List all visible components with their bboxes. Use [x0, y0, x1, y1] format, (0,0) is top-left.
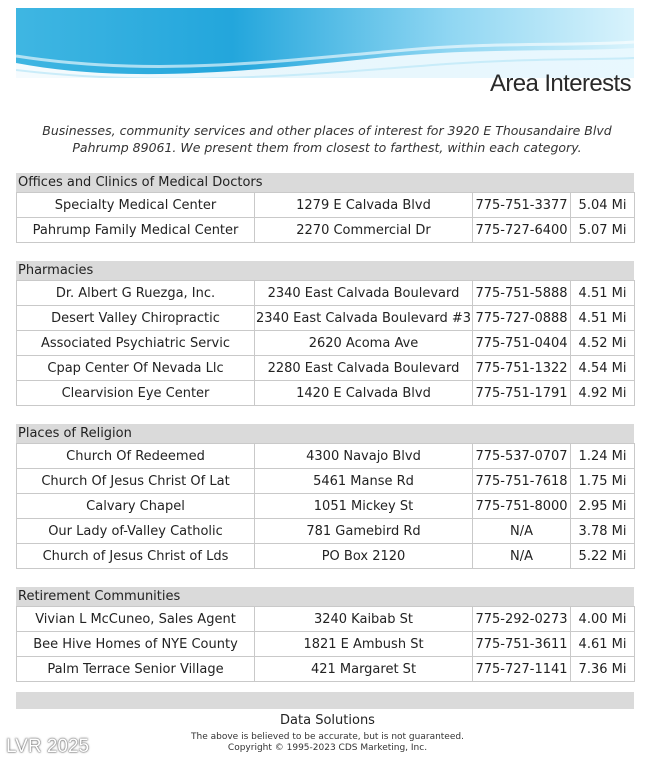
place-phone: 775-537-0707	[473, 444, 571, 469]
place-distance: 5.04 Mi	[571, 193, 635, 218]
place-phone: 775-751-7618	[473, 469, 571, 494]
footer-disclaimer: The above is believed to be accurate, but is not guaranteed.	[191, 732, 464, 742]
section-table	[16, 606, 635, 682]
place-name: Pahrump Family Medical Center	[17, 218, 255, 243]
table-row	[17, 281, 635, 306]
place-name: Associated Psychiatric Servic	[17, 331, 255, 356]
place-address: 4300 Navajo Blvd	[255, 444, 473, 469]
place-address: 1051 Mickey St	[255, 494, 473, 519]
place-address: PO Box 2120	[255, 544, 473, 569]
place-address: 2620 Acoma Ave	[255, 331, 473, 356]
table-row	[17, 356, 635, 381]
table-row	[17, 306, 635, 331]
place-address: 3240 Kaibab St	[255, 607, 473, 632]
watermark: LVR 2025	[6, 736, 90, 757]
banner-wave-graphic	[16, 8, 634, 78]
place-phone: 775-292-0273	[473, 607, 571, 632]
section-table	[16, 280, 635, 406]
place-distance: 2.95 Mi	[571, 494, 635, 519]
place-address: 1821 E Ambush St	[255, 632, 473, 657]
place-distance: 4.92 Mi	[571, 381, 635, 406]
place-address: 5461 Manse Rd	[255, 469, 473, 494]
section-header: Pharmacies	[16, 261, 634, 280]
place-phone: 775-727-1141	[473, 657, 571, 682]
place-name: Church of Jesus Christ of Lds	[17, 544, 255, 569]
footer-copyright: Copyright © 1995-2023 CDS Marketing, Inc.	[227, 743, 428, 753]
section-header: Offices and Clinics of Medical Doctors	[16, 173, 634, 192]
place-distance: 4.00 Mi	[571, 607, 635, 632]
table-row	[17, 381, 635, 406]
place-name: Bee Hive Homes of NYE County	[17, 632, 255, 657]
place-phone: 775-727-6400	[473, 218, 571, 243]
place-address: 421 Margaret St	[255, 657, 473, 682]
place-name: Church Of Jesus Christ Of Lat	[17, 469, 255, 494]
place-phone: 775-751-1791	[473, 381, 571, 406]
place-distance: 1.75 Mi	[571, 469, 635, 494]
place-name: Palm Terrace Senior Village	[17, 657, 255, 682]
place-name: Specialty Medical Center	[17, 193, 255, 218]
section-header: Retirement Communities	[16, 587, 634, 606]
table-row	[17, 544, 635, 569]
section-table	[16, 192, 635, 243]
place-distance: 4.51 Mi	[571, 281, 635, 306]
place-name: Calvary Chapel	[17, 494, 255, 519]
place-distance: 5.22 Mi	[571, 544, 635, 569]
section-header: Places of Religion	[16, 424, 634, 443]
place-phone: 775-751-0404	[473, 331, 571, 356]
section-pharmacies	[16, 261, 634, 406]
place-name: Our Lady of-Valley Catholic	[17, 519, 255, 544]
place-address: 2340 East Calvada Boulevard #3	[255, 306, 473, 331]
place-name: Church Of Redeemed	[17, 444, 255, 469]
table-row	[17, 193, 635, 218]
section-religion	[16, 424, 634, 569]
place-phone: N/A	[473, 544, 571, 569]
table-row	[17, 657, 635, 682]
place-name: Dr. Albert G Ruezga, Inc.	[17, 281, 255, 306]
header-banner	[16, 8, 634, 78]
place-name: Clearvision Eye Center	[17, 381, 255, 406]
intro-text: Businesses, community services and other places of interest for 3920 E Thousandaire Blvd Pahrump 89061. We present them from closest to farthest, within each category.	[42, 123, 612, 155]
section-table	[16, 443, 635, 569]
place-phone: 775-751-1322	[473, 356, 571, 381]
place-address: 1420 E Calvada Blvd	[255, 381, 473, 406]
place-name: Vivian L McCuneo, Sales Agent	[17, 607, 255, 632]
table-row	[17, 494, 635, 519]
place-phone: 775-751-5888	[473, 281, 571, 306]
table-row	[17, 519, 635, 544]
place-phone: 775-751-3377	[473, 193, 571, 218]
place-distance: 1.24 Mi	[571, 444, 635, 469]
table-row	[17, 469, 635, 494]
place-phone: N/A	[473, 519, 571, 544]
place-distance: 3.78 Mi	[571, 519, 635, 544]
table-row	[17, 444, 635, 469]
place-address: 2270 Commercial Dr	[255, 218, 473, 243]
table-row	[17, 632, 635, 657]
place-distance: 4.54 Mi	[571, 356, 635, 381]
place-distance: 5.07 Mi	[571, 218, 635, 243]
footer-bar	[16, 692, 634, 709]
place-distance: 4.61 Mi	[571, 632, 635, 657]
section-medical-doctors	[16, 173, 634, 243]
footer-title: Data Solutions	[280, 713, 375, 728]
place-address: 781 Gamebird Rd	[255, 519, 473, 544]
page-title: Area Interests	[489, 70, 631, 97]
place-address: 1279 E Calvada Blvd	[255, 193, 473, 218]
place-address: 2340 East Calvada Boulevard	[255, 281, 473, 306]
place-name: Desert Valley Chiropractic	[17, 306, 255, 331]
place-name: Cpap Center Of Nevada Llc	[17, 356, 255, 381]
place-phone: 775-751-8000	[473, 494, 571, 519]
table-row	[17, 607, 635, 632]
place-address: 2280 East Calvada Boulevard	[255, 356, 473, 381]
place-distance: 4.52 Mi	[571, 331, 635, 356]
place-distance: 7.36 Mi	[571, 657, 635, 682]
place-phone: 775-751-3611	[473, 632, 571, 657]
section-retirement	[16, 587, 634, 682]
place-phone: 775-727-0888	[473, 306, 571, 331]
place-distance: 4.51 Mi	[571, 306, 635, 331]
category-sections	[16, 173, 634, 700]
table-row	[17, 218, 635, 243]
table-row	[17, 331, 635, 356]
